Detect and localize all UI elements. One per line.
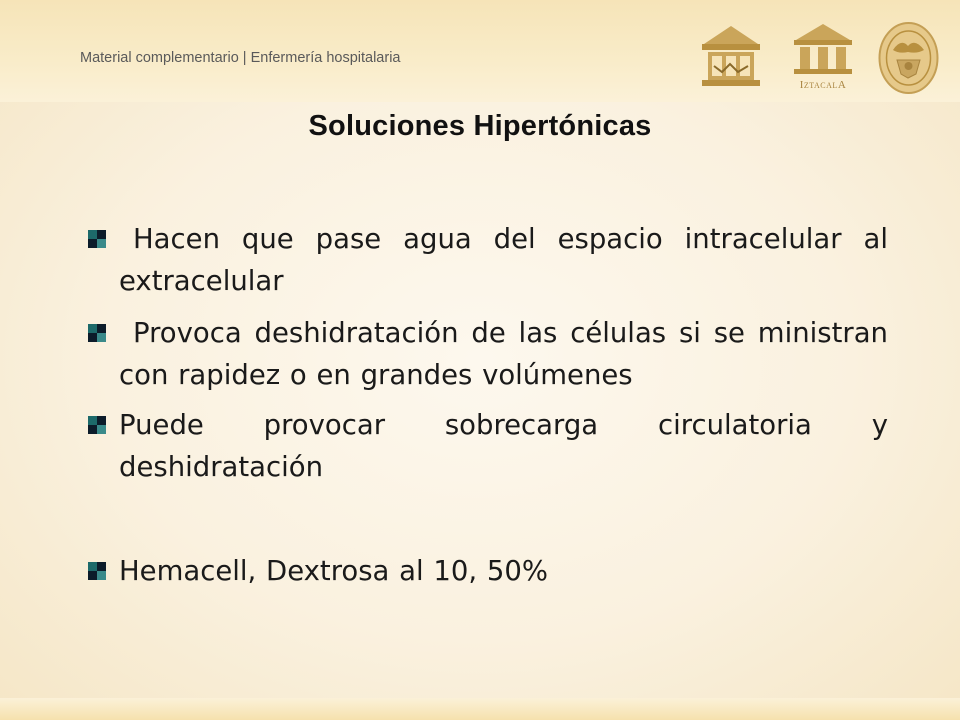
- bullet-text: Hemacell, Dextrosa al 10, 50%: [119, 555, 548, 587]
- square-bullet-icon: [88, 324, 106, 342]
- bullet-item: [88, 550, 888, 592]
- bullet-text: Provoca deshidratación de las células si se ministran con rapidez o en grandes volúmenes: [119, 317, 888, 391]
- institution-logo-icon: [700, 20, 762, 90]
- svg-text:IZTACALA: IZTACALA: [799, 79, 847, 91]
- header-text: Material complementario | Enfermería hospitalaria: [80, 50, 401, 66]
- footer-band: [0, 698, 960, 720]
- bullet-item: [88, 218, 888, 302]
- square-bullet-icon: [88, 416, 106, 434]
- iztacala-logo-icon: [790, 20, 856, 92]
- square-bullet-icon: [88, 230, 106, 248]
- bullet-text: Hacen que pase agua del espacio intracelular al extracelular: [119, 223, 888, 297]
- square-bullet-icon: [88, 562, 106, 580]
- bullet-item: [88, 404, 888, 488]
- slide-title: Soluciones Hipertónicas: [308, 110, 652, 142]
- logos: [700, 20, 940, 96]
- bullet-list: [88, 218, 888, 592]
- bullet-text: Puede provocar sobrecarga circulatoria y deshidratación: [119, 409, 888, 483]
- unam-seal-icon: [877, 20, 940, 96]
- bullet-item: [88, 312, 888, 396]
